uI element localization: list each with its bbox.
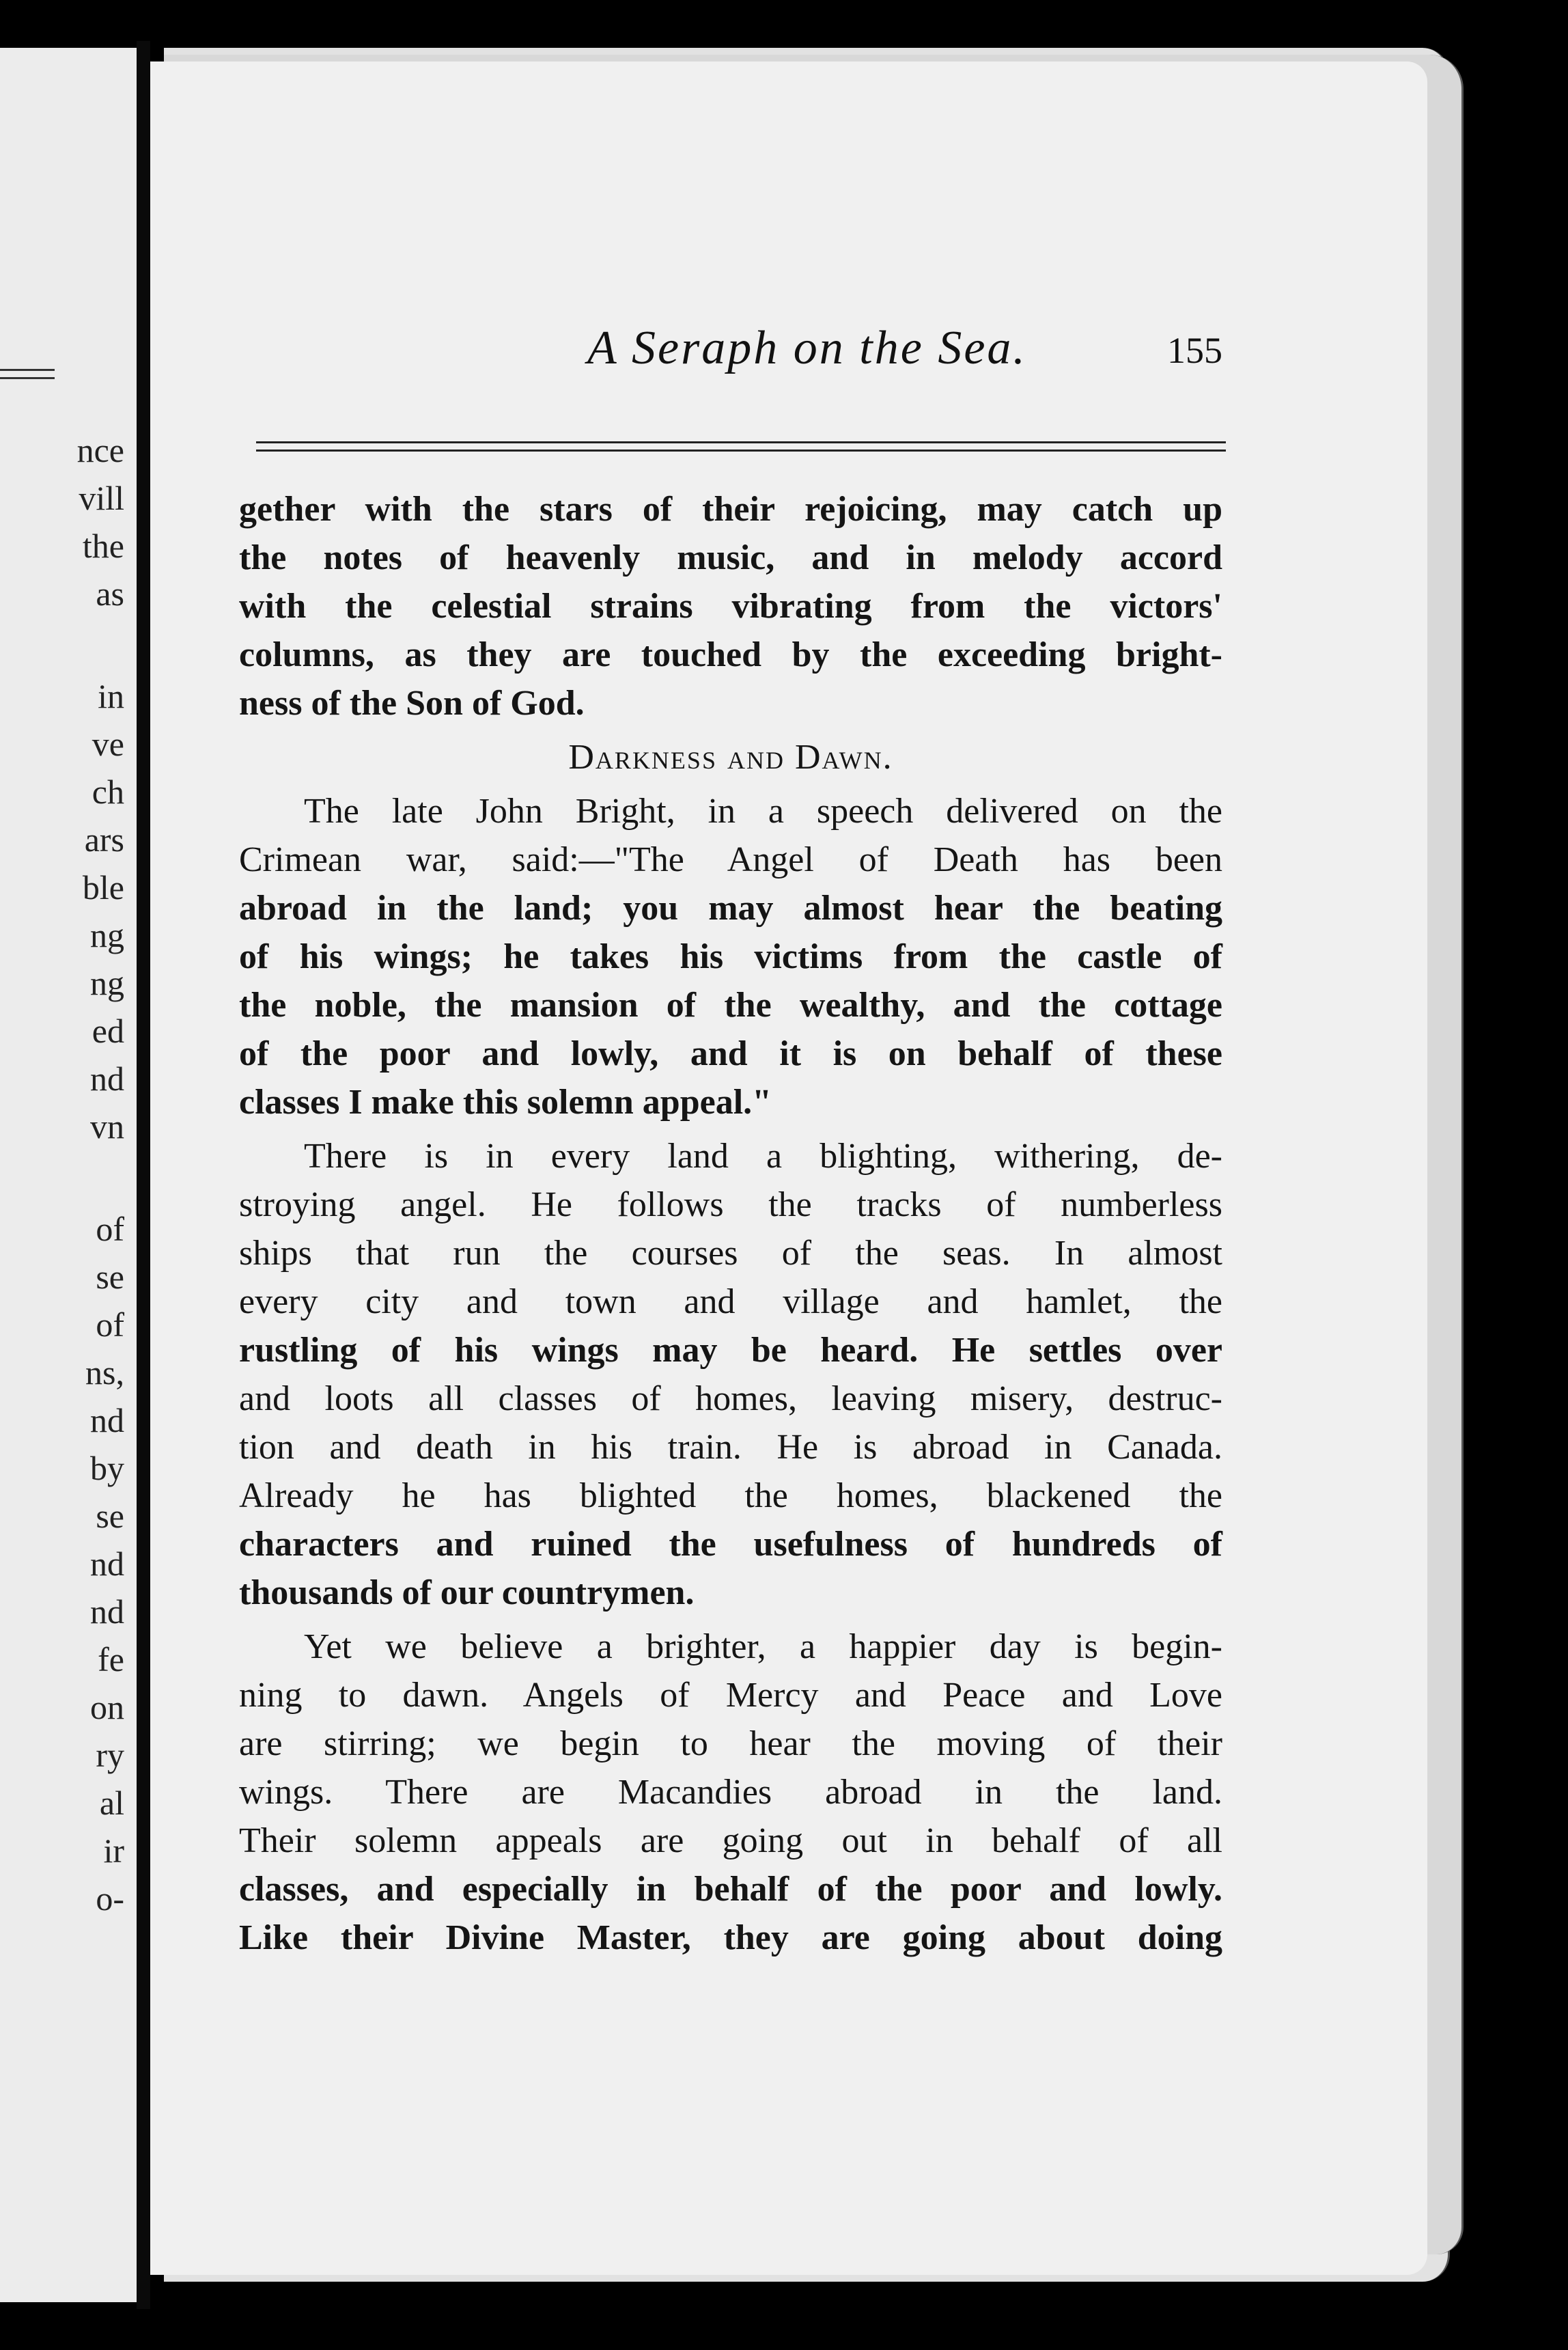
paragraph <box>239 1622 1222 1962</box>
facing-page-text-fragment: se <box>96 1497 124 1535</box>
facing-page-text-fragment: vn <box>90 1107 124 1146</box>
text-line: stroying angel. He follows the tracks of numberless <box>239 1185 1222 1224</box>
text-line: every city and town and village and hamlet, the <box>239 1282 1222 1321</box>
book-page <box>150 61 1427 2275</box>
facing-page-text-fragment: al <box>99 1784 124 1822</box>
facing-page-text-fragment: ve <box>92 725 124 763</box>
facing-page-text-fragment: nce <box>76 431 124 469</box>
text-line: wings. There are Macandies abroad in the land. <box>239 1773 1222 1812</box>
facing-page-text-fragment: nd <box>90 1545 124 1583</box>
header-rule <box>256 450 1226 452</box>
facing-page-text-fragment: fe <box>98 1640 124 1678</box>
facing-page-text-fragment: ch <box>92 773 124 811</box>
facing-page-text-fragment: in <box>98 677 124 715</box>
facing-page-text-fragment: ble <box>82 868 124 907</box>
facing-page-text-fragment: ng <box>90 964 124 1002</box>
paragraph <box>239 787 1222 1126</box>
text-line: ness of the Son of God. <box>239 684 585 723</box>
running-title: A Seraph on the Sea. <box>587 322 1027 374</box>
facing-page-text-fragment: nd <box>90 1060 124 1098</box>
facing-page <box>0 48 137 2302</box>
text-line: abroad in the land; you may almost hear the beating <box>239 889 1222 928</box>
page-number: 155 <box>1167 330 1222 371</box>
text-line: ning to dawn. Angels of Mercy and Peace and Love <box>239 1676 1222 1715</box>
facing-page-text-fragment: nd <box>90 1592 124 1631</box>
facing-page-text-fragment: the <box>82 527 124 565</box>
facing-page-text-fragment: on <box>90 1688 124 1726</box>
text-line: ships that run the courses of the seas. In almost <box>239 1234 1222 1273</box>
facing-page-text-fragment: o- <box>96 1879 124 1918</box>
facing-page-text-fragment: ed <box>92 1012 124 1050</box>
text-line: the notes of heavenly music, and in melody accord <box>239 538 1222 577</box>
text-line: There is in every land a blighting, withering, de- <box>304 1137 1222 1176</box>
text-line: tion and death in his train. He is abroad in Canada. <box>239 1428 1222 1467</box>
text-line: thousands of our countrymen. <box>239 1573 695 1612</box>
facing-page-text-fragment: by <box>90 1449 124 1487</box>
facing-page-text-fragment: nd <box>90 1401 124 1439</box>
paragraph <box>239 1132 1222 1617</box>
facing-page-text-fragment: ars <box>84 820 124 859</box>
facing-page-text-fragment: se <box>96 1258 124 1296</box>
header-rule <box>256 441 1226 443</box>
facing-page-text-fragment: of <box>96 1210 124 1248</box>
facing-page-text-fragment: vill <box>79 479 124 517</box>
text-line: rustling of his wings may be heard. He settles over <box>239 1331 1222 1370</box>
text-line: with the celestial strains vibrating from the victors' <box>239 587 1222 626</box>
text-line: Crimean war, said:—"The Angel of Death has been <box>239 840 1222 879</box>
text-line: and loots all classes of homes, leaving misery, destruc- <box>239 1379 1222 1418</box>
text-line: are stirring; we begin to hear the moving of their <box>239 1724 1222 1763</box>
text-line: Like their Divine Master, they are going about doing <box>239 1918 1222 1957</box>
text-line: classes, and especially in behalf of the poor and lowly. <box>239 1870 1222 1909</box>
text-line: characters and ruined the usefulness of hundreds of <box>239 1525 1222 1564</box>
text-line: classes I make this solemn appeal." <box>239 1083 772 1122</box>
text-line: Their solemn appeals are going out in behalf of all <box>239 1821 1222 1860</box>
text-line: Yet we believe a brighter, a happier day is begin- <box>304 1627 1222 1666</box>
book-gutter <box>137 41 150 2309</box>
text-line: Already he has blighted the homes, blackened the <box>239 1476 1222 1515</box>
text-line: The late John Bright, in a speech delivered on the <box>304 792 1222 831</box>
facing-page-text-fragment: ng <box>90 916 124 954</box>
facing-page-text-fragment: ry <box>96 1736 124 1774</box>
page-body <box>239 485 1222 1962</box>
facing-page-text-fragment: of <box>96 1305 124 1344</box>
text-line: the noble, the mansion of the wealthy, and the cottage <box>239 986 1222 1025</box>
text-line: columns, as they are touched by the exceeding bright- <box>239 635 1222 674</box>
paragraph <box>239 485 1222 728</box>
text-line: of his wings; he takes his victims from the castle of <box>239 937 1222 976</box>
facing-page-rule <box>0 369 55 371</box>
facing-page-text-fragment: as <box>96 575 124 613</box>
text-line: gether with the stars of their rejoicing, may catch up <box>239 490 1222 529</box>
running-header <box>253 321 1222 389</box>
facing-page-text-fragment: ir <box>103 1831 124 1870</box>
facing-page-text-fragment: ns, <box>85 1353 124 1392</box>
text-line: of the poor and lowly, and it is on behalf of these <box>239 1034 1222 1073</box>
section-heading: Darkness and Dawn. <box>568 738 893 777</box>
facing-page-rule <box>0 377 55 379</box>
